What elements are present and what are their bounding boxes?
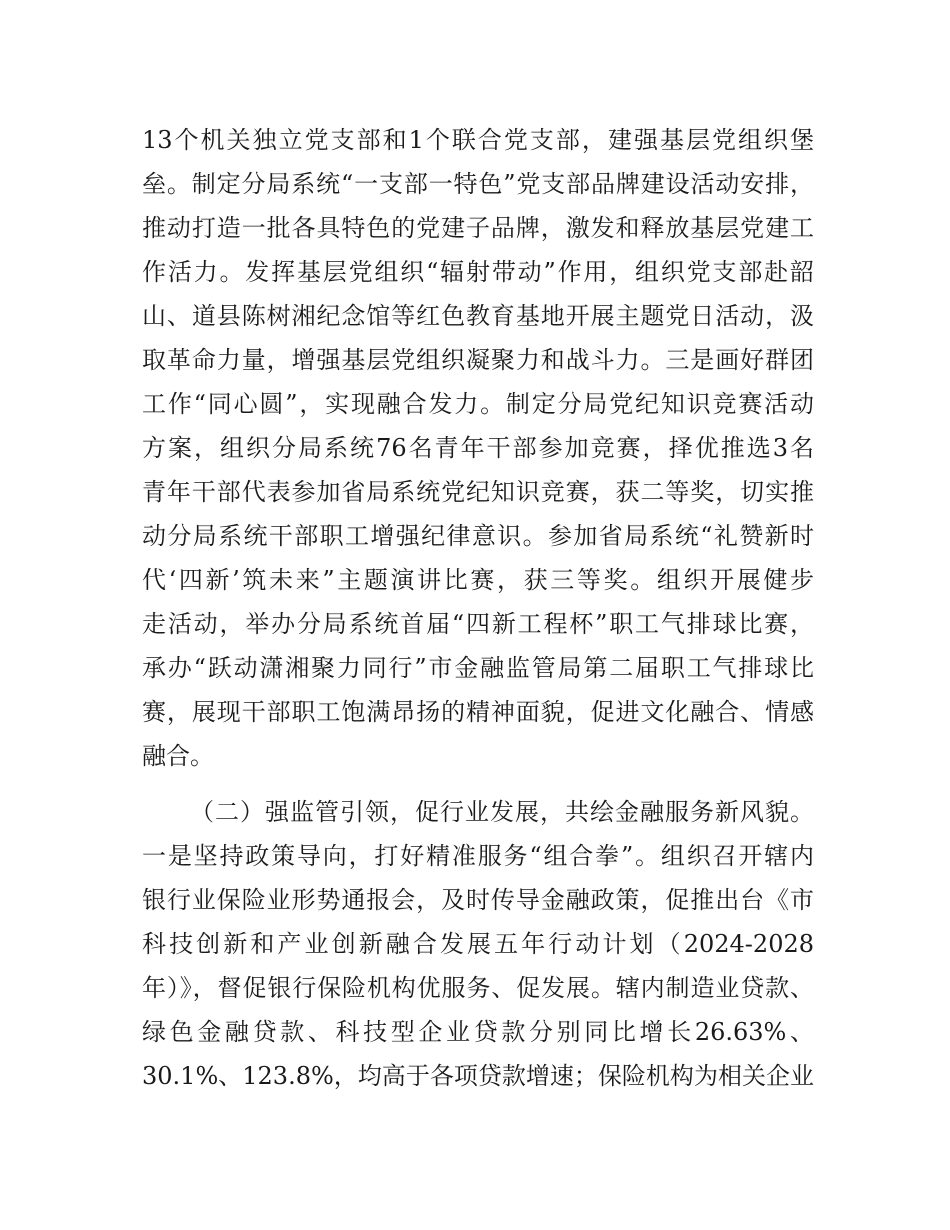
body-text-line: 一是坚持政策导向，打好精准服务“组合拳”。组织召开辖内 [142, 842, 814, 870]
body-text-line: 推动打造一批各具特色的党建子品牌，激发和释放基层党建工 [142, 214, 814, 242]
body-text-line: 代‘四新’筑未来”主题演讲比赛，获三等奖。组织开展健步 [142, 566, 814, 594]
body-text-line: 科技创新和产业创新融合发展五年行动计划（2024-2028 [142, 930, 814, 958]
section-heading: （二）强监管引领，促行业发展，共绘金融服务新风貌。 [190, 798, 814, 826]
body-text-line: 山、道县陈树湘纪念馆等红色教育基地开展主题党日活动，汲 [142, 302, 814, 330]
body-text-line: 走活动，举办分局系统首届“四新工程杯”职工气排球比赛， [142, 610, 814, 638]
body-text-line: 绿色金融贷款、科技型企业贷款分别同比增长26.63%、 [142, 1018, 814, 1046]
body-text-line: 作活力。发挥基层党组织“辐射带动”作用，组织党支部赴韶 [142, 258, 814, 286]
body-text-line: 动分局系统干部职工增强纪律意识。参加省局系统“礼赞新时 [142, 522, 814, 550]
body-text-line: 取革命力量，增强基层党组织凝聚力和战斗力。三是画好群团 [142, 346, 814, 374]
body-text-line: 融合。 [142, 742, 214, 770]
body-text-line: 青年干部代表参加省局系统党纪知识竞赛，获二等奖，切实推 [142, 478, 814, 506]
body-text-line: 13个机关独立党支部和1个联合党支部，建强基层党组织堡 [142, 126, 814, 154]
body-text-line: 工作“同心圆”，实现融合发力。制定分局党纪知识竞赛活动 [142, 390, 814, 418]
body-text-line: 30.1%、123.8%，均高于各项贷款增速；保险机构为相关企业 [142, 1062, 814, 1090]
body-text-line: 银行业保险业形势通报会，及时传导金融政策，促推出台《市 [142, 886, 814, 914]
body-text-line: 承办“跃动潇湘聚力同行”市金融监管局第二届职工气排球比 [142, 654, 814, 682]
body-text-line: 垒。制定分局系统“一支部一特色”党支部品牌建设活动安排， [142, 170, 814, 198]
body-text-line: 方案，组织分局系统76名青年干部参加竞赛，择优推选3名 [142, 434, 814, 462]
body-text-line: 赛，展现干部职工饱满昂扬的精神面貌，促进文化融合、情感 [142, 698, 814, 726]
body-text-line: 年）》，督促银行保险机构优服务、促发展。辖内制造业贷款、 [142, 974, 814, 1002]
